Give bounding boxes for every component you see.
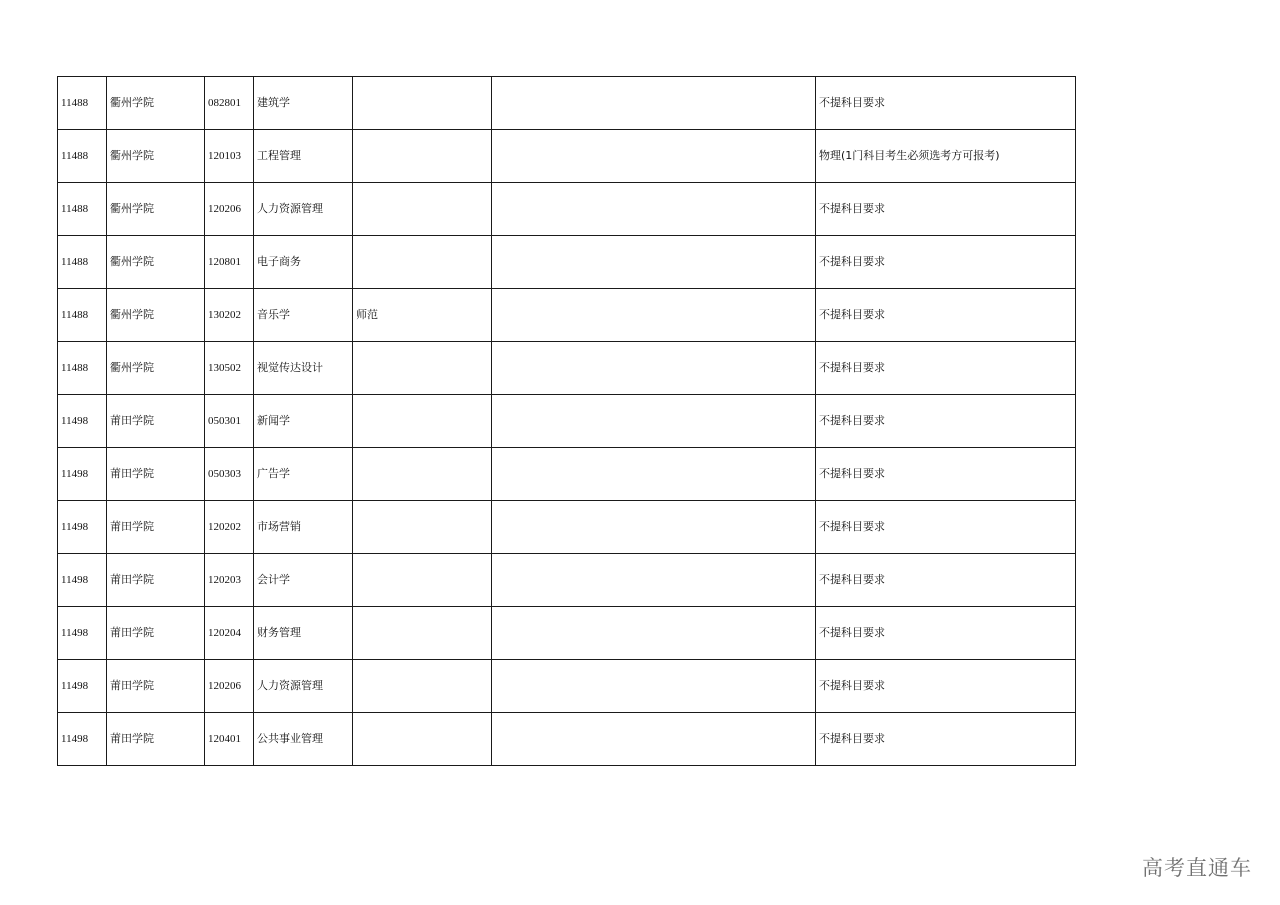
major-code-cell: 120103 xyxy=(205,130,254,183)
subject-requirement-cell: 物理(1门科目考生必须选考方可报考) xyxy=(816,130,1076,183)
major-code-cell: 130502 xyxy=(205,342,254,395)
institution-code-cell: 11498 xyxy=(58,660,107,713)
watermark-text: 高考直通车 xyxy=(1142,856,1252,880)
institution-name-cell: 莆田学院 xyxy=(107,501,205,554)
table-row xyxy=(58,501,1076,554)
subject-requirement-cell: 不提科目要求 xyxy=(816,713,1076,766)
table-row xyxy=(58,713,1076,766)
institution-name-cell: 莆田学院 xyxy=(107,395,205,448)
major-name-cell: 市场营销 xyxy=(254,501,353,554)
institution-code-cell: 11488 xyxy=(58,130,107,183)
major-name-cell: 人力资源管理 xyxy=(254,660,353,713)
major-name-cell: 公共事业管理 xyxy=(254,713,353,766)
major-note-cell xyxy=(353,236,492,289)
table-body xyxy=(58,77,1076,766)
institution-code-cell: 11498 xyxy=(58,607,107,660)
major-name-cell: 电子商务 xyxy=(254,236,353,289)
subject-requirement-cell: 不提科目要求 xyxy=(816,183,1076,236)
major-note-cell xyxy=(353,183,492,236)
institution-name-cell: 莆田学院 xyxy=(107,448,205,501)
major-note-cell xyxy=(353,713,492,766)
table-row xyxy=(58,130,1076,183)
blank-cell xyxy=(492,501,816,554)
major-note-cell xyxy=(353,607,492,660)
table-row xyxy=(58,607,1076,660)
institution-name-cell: 莆田学院 xyxy=(107,713,205,766)
major-code-cell: 120801 xyxy=(205,236,254,289)
institution-name-cell: 衢州学院 xyxy=(107,183,205,236)
table-row xyxy=(58,289,1076,342)
major-code-cell: 120204 xyxy=(205,607,254,660)
table-row xyxy=(58,183,1076,236)
institution-code-cell: 11498 xyxy=(58,713,107,766)
major-name-cell: 新闻学 xyxy=(254,395,353,448)
major-code-cell: 120401 xyxy=(205,713,254,766)
major-name-cell: 建筑学 xyxy=(254,77,353,130)
major-note-cell xyxy=(353,342,492,395)
institution-code-cell: 11488 xyxy=(58,236,107,289)
major-name-cell: 广告学 xyxy=(254,448,353,501)
major-note-cell: 师范 xyxy=(353,289,492,342)
blank-cell xyxy=(492,183,816,236)
subject-requirement-cell: 不提科目要求 xyxy=(816,236,1076,289)
institution-name-cell: 衢州学院 xyxy=(107,236,205,289)
blank-cell xyxy=(492,554,816,607)
blank-cell xyxy=(492,713,816,766)
table-row xyxy=(58,77,1076,130)
major-note-cell xyxy=(353,554,492,607)
major-note-cell xyxy=(353,448,492,501)
institution-name-cell: 莆田学院 xyxy=(107,660,205,713)
major-name-cell: 人力资源管理 xyxy=(254,183,353,236)
table-row xyxy=(58,448,1076,501)
institution-code-cell: 11498 xyxy=(58,554,107,607)
major-code-cell: 120203 xyxy=(205,554,254,607)
subject-requirement-cell: 不提科目要求 xyxy=(816,342,1076,395)
major-name-cell: 财务管理 xyxy=(254,607,353,660)
institution-code-cell: 11498 xyxy=(58,501,107,554)
major-name-cell: 会计学 xyxy=(254,554,353,607)
major-note-cell xyxy=(353,501,492,554)
major-code-cell: 050303 xyxy=(205,448,254,501)
major-name-cell: 视觉传达设计 xyxy=(254,342,353,395)
major-name-cell: 工程管理 xyxy=(254,130,353,183)
blank-cell xyxy=(492,77,816,130)
subject-requirement-cell: 不提科目要求 xyxy=(816,289,1076,342)
subject-requirement-cell: 不提科目要求 xyxy=(816,77,1076,130)
blank-cell xyxy=(492,448,816,501)
major-code-cell: 082801 xyxy=(205,77,254,130)
subject-requirements-table xyxy=(57,76,1076,766)
institution-name-cell: 衢州学院 xyxy=(107,289,205,342)
blank-cell xyxy=(492,395,816,448)
table-row xyxy=(58,660,1076,713)
subject-requirement-cell: 不提科目要求 xyxy=(816,554,1076,607)
subject-requirement-cell: 不提科目要求 xyxy=(816,607,1076,660)
subject-requirement-cell: 不提科目要求 xyxy=(816,395,1076,448)
major-note-cell xyxy=(353,395,492,448)
institution-code-cell: 11498 xyxy=(58,448,107,501)
institution-name-cell: 莆田学院 xyxy=(107,554,205,607)
institution-code-cell: 11488 xyxy=(58,289,107,342)
table-row xyxy=(58,395,1076,448)
institution-name-cell: 衢州学院 xyxy=(107,342,205,395)
subject-requirement-cell: 不提科目要求 xyxy=(816,501,1076,554)
subject-requirement-cell: 不提科目要求 xyxy=(816,448,1076,501)
major-code-cell: 050301 xyxy=(205,395,254,448)
major-code-cell: 120206 xyxy=(205,660,254,713)
institution-name-cell: 莆田学院 xyxy=(107,607,205,660)
table-row xyxy=(58,554,1076,607)
blank-cell xyxy=(492,342,816,395)
subject-requirement-cell: 不提科目要求 xyxy=(816,660,1076,713)
major-code-cell: 120202 xyxy=(205,501,254,554)
institution-code-cell: 11488 xyxy=(58,183,107,236)
major-note-cell xyxy=(353,77,492,130)
major-name-cell: 音乐学 xyxy=(254,289,353,342)
blank-cell xyxy=(492,289,816,342)
major-code-cell: 120206 xyxy=(205,183,254,236)
blank-cell xyxy=(492,130,816,183)
major-note-cell xyxy=(353,660,492,713)
blank-cell xyxy=(492,236,816,289)
blank-cell xyxy=(492,607,816,660)
institution-code-cell: 11488 xyxy=(58,77,107,130)
blank-cell xyxy=(492,660,816,713)
institution-code-cell: 11498 xyxy=(58,395,107,448)
institution-name-cell: 衢州学院 xyxy=(107,77,205,130)
major-code-cell: 130202 xyxy=(205,289,254,342)
major-note-cell xyxy=(353,130,492,183)
institution-code-cell: 11488 xyxy=(58,342,107,395)
institution-name-cell: 衢州学院 xyxy=(107,130,205,183)
table-row xyxy=(58,342,1076,395)
table-row xyxy=(58,236,1076,289)
